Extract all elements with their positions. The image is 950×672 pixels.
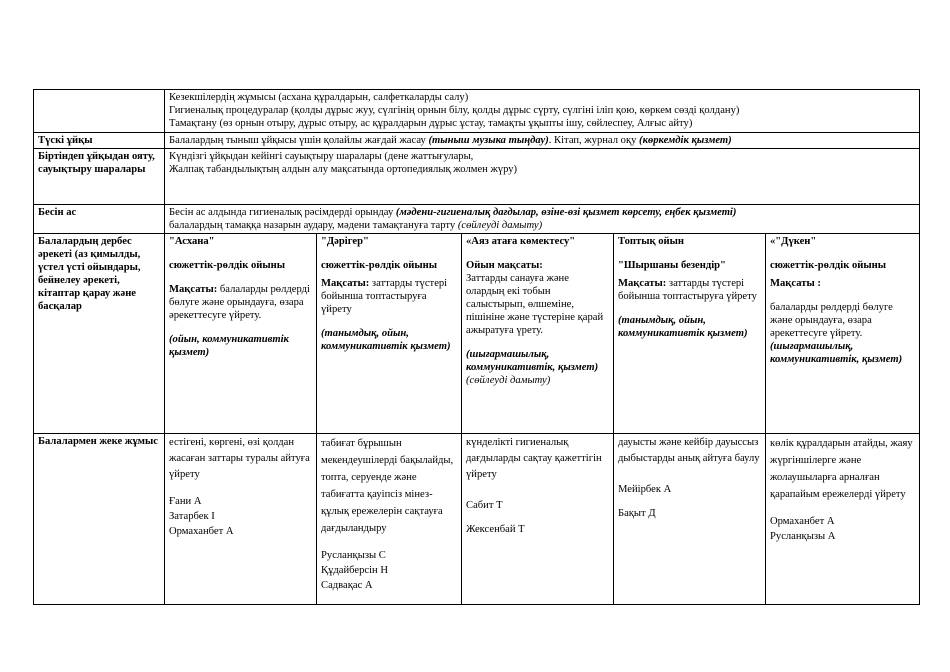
individual-1-names bbox=[169, 494, 312, 539]
snack-line-2-italic: (сөйлеуді дамыту) bbox=[457, 220, 543, 231]
daily-plan-table bbox=[33, 89, 920, 605]
activity-3-type: Ойын мақсаты bbox=[466, 260, 540, 271]
individual-3-names bbox=[466, 494, 609, 542]
activity-2-goal-label: Мақсаты: bbox=[321, 278, 370, 289]
individual-5-names bbox=[770, 514, 915, 544]
activity-col-2 bbox=[317, 234, 462, 434]
child-name: Русланқызы С bbox=[321, 550, 386, 561]
activity-5-tags: (шығармашылық, коммуникативтік, қызмет) bbox=[770, 341, 903, 365]
activity-1-goal-text: балаларды рөлдерді бөлуге және орындауға, өзара әрекеттесуге үйрету. bbox=[169, 284, 310, 321]
individual-4-text: дауысты және кейбір дауыссыз дыбыстарды анық айтуға баулу bbox=[618, 437, 760, 464]
child-name: Ғани А bbox=[169, 496, 202, 507]
individual-col-3 bbox=[462, 434, 614, 605]
snack-line-2-text: балалардың тамаққа назарын аудару, мәдени тамақтануға тарту bbox=[169, 220, 458, 231]
activity-3-title: «Аяз атаға көмектесу" bbox=[466, 236, 576, 247]
child-name: Сабит Т bbox=[466, 500, 503, 511]
activity-5-goal-label: Мақсаты : bbox=[770, 278, 821, 289]
child-name: Садвақас А bbox=[321, 580, 373, 591]
duty-line-3: Тамақтану (өз орнын отыру, дұрыс отыру, ас құралдарын дұрыс ұстау, тамақты ұқыпты ішу, сөйлеспеу, Алғыс айту) bbox=[169, 118, 693, 129]
row-snack-content bbox=[165, 205, 920, 234]
activity-5-type: сюжеттік-рөлдік ойыны bbox=[770, 260, 886, 271]
row-nap-label: Түскі ұйқы bbox=[34, 133, 165, 149]
duty-line-2: Гигиеналық процедуралар (қолды дұрыс жуу, сүлгінің орнын білу, қолды дұрыс сүрту, сүлгіні іліп қою, көркем сөзді қолдану) bbox=[169, 105, 740, 116]
row-duty-label bbox=[34, 90, 165, 133]
activity-2-tags: (танымдық, ойын, коммуникативтік қызмет) bbox=[321, 328, 451, 352]
row-activity-label: Балалардың дербес әрекеті (аз қимылды, үстел үсті ойындары, бейнелеу әрекеті, кітаптар қарау және басқалар bbox=[34, 234, 165, 434]
row-individual bbox=[34, 434, 920, 605]
activity-4-tags: (танымдық, ойын, коммуникативтік қызмет) bbox=[618, 315, 748, 339]
duty-line-1: Кезекшілердің жұмысы (асхана құралдарын, салфеткаларды салу) bbox=[169, 92, 469, 103]
activity-5-goal-text: балаларды рөлдерді бөлуге және орындауға, өзара әрекеттесуге үйрету. bbox=[770, 302, 893, 339]
row-duty-content bbox=[165, 90, 920, 133]
activity-4-type: "Шыршаны безендір" bbox=[618, 260, 726, 271]
snack-line-1-italic: (мәдени-гигиеналық дағдылар, өзіне-өзі қызмет көрсету, еңбек қызметі) bbox=[395, 207, 737, 218]
activity-col-3: «Аяз атаға көмектесу" Ойын мақсаты: Заттарды санауға және олардың екі тобын салыстырып, өлшеміне, пішініне және түстеріне қарай ажыратуға үрету. (шығармашылық, коммуникативтік, қызмет) (сөйлеуді дамыту) bbox=[462, 234, 614, 434]
nap-italic: (тыныш музыка тыңдау) bbox=[428, 135, 549, 146]
individual-col-1 bbox=[165, 434, 317, 605]
individual-col-4 bbox=[614, 434, 766, 605]
individual-col-2 bbox=[317, 434, 462, 605]
activity-col-5 bbox=[766, 234, 920, 434]
row-duty bbox=[34, 90, 920, 133]
wake-line-1: Күндізгі ұйқыдан кейінгі сауықтыру шаралары (дене жаттығулары, bbox=[169, 151, 474, 162]
row-wake-content bbox=[165, 149, 920, 205]
activity-3-tags: (шығармашылық, коммуникативтік, қызмет) bbox=[466, 349, 599, 373]
row-nap bbox=[34, 133, 920, 149]
activity-col-4 bbox=[614, 234, 766, 434]
activity-2-goal-text: заттарды түстері бойынша топтастыруға үйрету bbox=[321, 278, 448, 315]
nap-text-2: . Кітап, журнал оқу bbox=[548, 135, 640, 146]
child-name: Жексенбай Т bbox=[466, 524, 525, 535]
child-name: Құдайберсін Н bbox=[321, 565, 388, 576]
child-name: Бақыт Д bbox=[618, 508, 656, 519]
child-name: Затарбек І bbox=[169, 511, 215, 522]
activity-3-goal-text: Заттарды санауға және олардың екі тобын салыстырып, өлшеміне, пішініне және түстеріне қарай ажыратуға үрету. bbox=[466, 273, 604, 336]
activity-4-goal-text: заттарды түстері бойынша топтастыруға үйрету bbox=[618, 278, 757, 302]
individual-col-5 bbox=[766, 434, 920, 605]
activity-1-type: сюжеттік-рөлдік ойыны bbox=[169, 260, 285, 271]
individual-5-text: көлік құралдарын атайды, жаяу жүргіншілерге және жолаушыларға арналған қарапайым ережелерді үйрету bbox=[770, 438, 913, 500]
row-nap-content bbox=[165, 133, 920, 149]
wake-line-2: Жалпақ табандылықтың алдын алу мақсатында ортопедиялық жолмен жүру) bbox=[169, 164, 518, 175]
activity-5-title: «"Дүкен" bbox=[770, 236, 817, 247]
activity-1-tags: (ойын, коммуникативтік қызмет) bbox=[169, 334, 289, 358]
activity-1-goal-label: Мақсаты: bbox=[169, 284, 218, 295]
row-snack-label: Бесін ас bbox=[34, 205, 165, 234]
activity-2-type: сюжеттік-рөлдік ойыны bbox=[321, 260, 437, 271]
activity-3-tags-extra: (сөйлеуді дамыту) bbox=[466, 375, 551, 386]
child-name: Ормаханбет А bbox=[169, 526, 234, 537]
row-wake bbox=[34, 149, 920, 205]
activity-2-title: "Дәрігер" bbox=[321, 236, 369, 247]
individual-2-names bbox=[321, 548, 457, 593]
activity-col-1 bbox=[165, 234, 317, 434]
individual-3-text: күнделікті гигиеналық дағдыларды сақтау қажеттігін үйрету bbox=[466, 437, 602, 480]
activity-1-title: "Асхана" bbox=[169, 236, 215, 247]
activity-4-goal-label: Мақсаты: bbox=[618, 278, 667, 289]
row-activity bbox=[34, 234, 920, 434]
nap-text: Балалардың тыныш ұйқысы үшін қолайлы жағдай жасау bbox=[169, 135, 429, 146]
activity-4-title: Топтық ойын bbox=[618, 236, 684, 247]
individual-1-text: естігені, көргені, өзі қолдан жасаған заттары туралы айтуға үйрету bbox=[169, 437, 310, 480]
row-wake-label: Біртіндеп ұйқыдан ояту, сауықтыру шаралары bbox=[34, 149, 165, 205]
individual-2-text: табиғат бұрышын мекендеушілерді бақылайды, топта, серуенде және табиғатта қауіпсіз мінез-құлық ережелерін сақтауға дағдыландыру bbox=[321, 438, 454, 534]
row-individual-label: Балалармен жеке жұмыс bbox=[34, 434, 165, 605]
nap-italic-2: (көркемдік қызмет) bbox=[639, 135, 732, 146]
row-snack bbox=[34, 205, 920, 234]
child-name: Ормаханбет А bbox=[770, 516, 835, 527]
snack-line-1-text: Бесін ас алдында гигиеналық рәсімдерді орындау bbox=[169, 207, 396, 218]
individual-4-names bbox=[618, 478, 761, 526]
child-name: Мейірбек А bbox=[618, 484, 672, 495]
child-name: Русланқызы А bbox=[770, 531, 836, 542]
